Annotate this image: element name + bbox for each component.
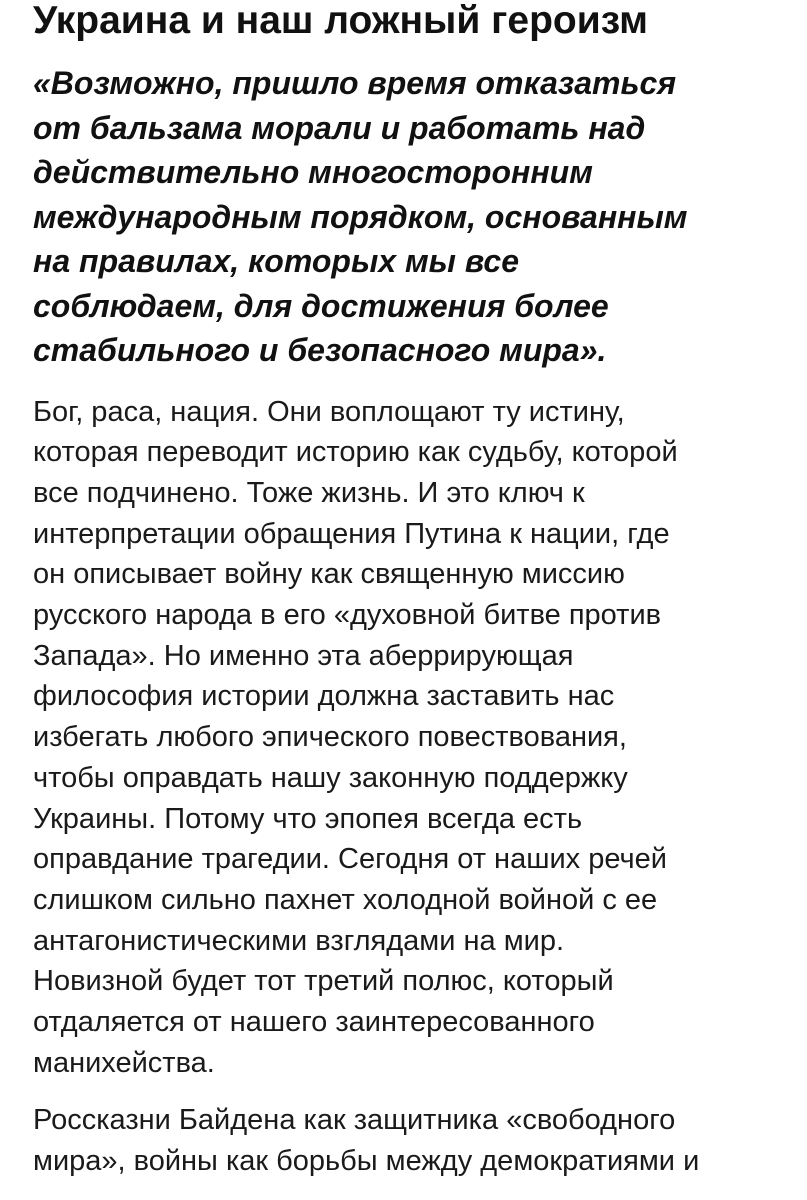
paragraph-line: антагонистическими взглядами на мир. <box>33 924 565 957</box>
paragraph-line: манихейства. <box>33 1046 215 1079</box>
paragraph-line: избегать любого эпического повествования, <box>33 721 627 754</box>
paragraph-line: философия истории должна заставить нас <box>33 680 615 713</box>
paragraph-line: слишком сильно пахнет холодной войной с ее <box>33 883 658 916</box>
paragraph-line: интерпретации обращения Путина к нации, где <box>33 517 670 550</box>
paragraph-line: оправдание трагедии. Сегодня от наших речей <box>33 843 667 876</box>
paragraph-line: отдаляется от нашего заинтересованного <box>33 1006 595 1039</box>
body-paragraph-1 <box>33 392 807 1084</box>
lede-line: стабильного и безопасного мира». <box>33 332 607 368</box>
paragraph-line: Новизной будет тот третий полюс, который <box>33 965 614 998</box>
paragraph-line: Россказни Байдена как защитника «свободного <box>33 1104 676 1137</box>
paragraph-line: он описывает войну как священную миссию <box>33 558 625 591</box>
paragraph-line: Украины. Потому что эпопея всегда есть <box>33 802 583 835</box>
lede-line: «Возможно, пришло время отказаться <box>33 65 677 101</box>
paragraph-line: все подчинено. Тоже жизнь. И это ключ к <box>33 476 585 509</box>
lede-line: соблюдаем, для достижения более <box>33 287 609 324</box>
paragraph-line: чтобы оправдать нашу законную поддержку <box>33 761 628 794</box>
lede-line: международным порядком, основанным <box>33 198 688 235</box>
paragraph-line: Бог, раса, нация. Они воплощают ту истину, <box>33 395 625 428</box>
paragraph-line: мира», войны как борьбы между демократиями и <box>33 1145 700 1178</box>
article-lede <box>33 61 807 373</box>
article-title: Украина и наш ложный героизм <box>33 0 648 42</box>
lede-line: от бальзама морали и работать над <box>33 109 646 146</box>
paragraph-line: Запада». Но именно эта аберрирующая <box>33 639 574 672</box>
article <box>33 0 807 1182</box>
lede-line: на правилах, которых мы все <box>33 243 519 279</box>
paragraph-line: которая переводит историю как судьбу, которой <box>33 436 678 469</box>
lede-line: действительно многосторонним <box>33 154 593 190</box>
body-paragraph-2 <box>33 1100 807 1181</box>
paragraph-line: русского народа в его «духовной битве против <box>33 599 662 632</box>
